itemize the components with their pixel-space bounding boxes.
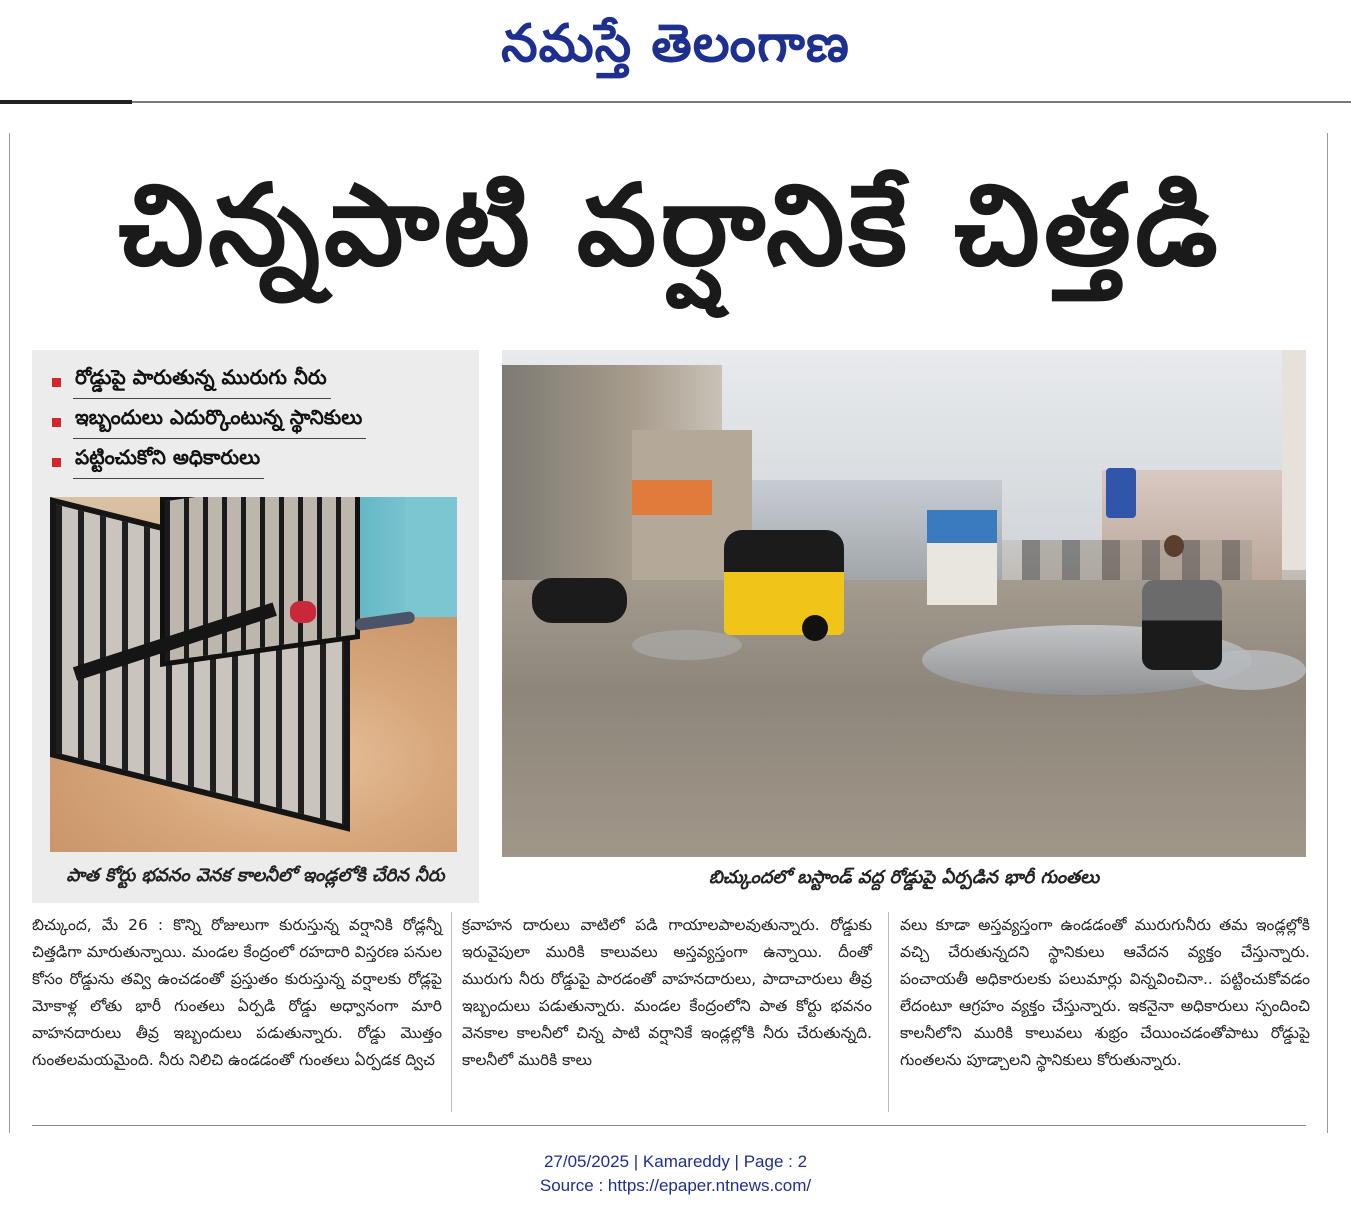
highlight-item: [52, 442, 472, 482]
photo-caption: బిచ్కుందలో బస్టాండ్ వద్ద రోడ్డుపై ఏర్పడిన భారీ గుంతలు: [708, 866, 1100, 888]
photo-motorcycle: [1142, 580, 1222, 670]
photo-rider: [1164, 535, 1184, 557]
bullet-square-icon: [52, 378, 61, 387]
page-border-right: [1327, 133, 1328, 1133]
article-column: బిచ్కుంద, మే 26 : కొన్ని రోజులుగా కురుస్తున్న వర్షానికి రోడ్లన్నీ చిత్తడిగా మారుతున్నాయి. మండల కేంద్రంలో రహదారి విస్తరణ పనుల కోసం రోడ్డును తవ్వి ఉంచడంతో ప్రస్తుతం కురుస్తున్న వర్షాలకు రోడ్లపై మోకాళ్ల లోతు భారీ గుంతలు ఏర్పడి రోడ్డు అధ్వానంగా మారి వాహనదారులు తీవ్ర ఇబ్బందులు పడుతున్నారు. రోడ్డు మొత్తం గుంతలమయమైంది. నీరు నిలిచి ఉండడంతో గుంతలు ఏర్పడక ద్విచ: [32, 916, 442, 1069]
footer-divider: [32, 1125, 1306, 1126]
photo-cow: [532, 578, 627, 623]
highlight-text: రోడ్డుపై పారుతున్న మురుగు నీరు: [73, 365, 331, 399]
masthead-divider-accent: [0, 100, 132, 104]
photo-billboard: [1106, 468, 1136, 518]
highlights-list: [52, 362, 472, 482]
photo-potholed-road: [502, 350, 1306, 857]
bullet-square-icon: [52, 418, 61, 427]
article-column: వలు కూడా అస్తవ్యస్తంగా ఉండడంతో మురుగునీరు తమ ఇండ్లల్లోకి వచ్చి చేరుతున్నదని స్థానికులు ఆవేదన వ్యక్తం చేస్తున్నారు. పంచాయతీ అధికారులకు పలుమార్లు విన్నవించినా.. పట్టించుకోవడం లేదంటూ ఆగ్రహం వ్యక్తం చేస్తున్నారు. ఇకనైనా అధికారులు స్పందించి కాలనీలోని మురికి కాలువలు శుభ్రం చేయించడంతోపాటు రోడ్డుపై గుంతలను పూడ్చాలని స్థానికులు కోరుతున్నారు.: [900, 916, 1310, 1069]
photo-object: [290, 601, 316, 623]
photo-building: [1282, 350, 1306, 570]
article-body: [32, 912, 1310, 1112]
photo-flooded-house-gate: [50, 497, 457, 852]
highlight-text: ఇబ్బందులు ఎదుర్కొంటున్న స్థానికులు: [73, 405, 366, 439]
photo-shop-sign: [632, 480, 712, 515]
photo-wheel: [802, 615, 828, 641]
photo-auto-rickshaw: [724, 530, 844, 635]
page-border-left: [9, 133, 10, 1133]
highlight-text: పట్టించుకోని అధికారులు: [73, 445, 264, 479]
highlight-item: [52, 362, 472, 402]
footer-source-link[interactable]: Source : https://epaper.ntnews.com/: [539, 1176, 812, 1195]
photo-caption: పాత కోర్టు భవనం వెనక కాలనీలో ఇండ్లలోకి చేరిన నీరు: [66, 864, 445, 886]
photo-puddle: [632, 630, 742, 660]
masthead-logo-title: నమస్తే తెలంగాణ: [501, 13, 850, 74]
photo-traffic: [1022, 540, 1252, 580]
column-divider: [451, 912, 452, 1112]
highlight-item: [52, 402, 472, 442]
article-column: క్రవాహన దారులు వాటిలో పడి గాయాలపాలవుతున్నారు. రోడ్డుకు ఇరువైపులా మురికి కాలువలు అస్తవ్యస్తంగా ఉన్నాయి. దీంతో మురుగు నీరు రోడ్డుపై పారడంతో వాహనదారులు, పాదాచారులు తీవ్ర ఇబ్బందులు పడుతున్నారు. మండల కేంద్రంలోని పాత కోర్టు భవనం వెనకాల కాలనీలో చిన్న పాటి వర్షానికే ఇండ్లల్లోకి నీరు చేరుతున్నది. కాలనీలో మురికి కాలు: [462, 916, 872, 1069]
page-footer: [0, 1150, 1351, 1198]
masthead: [0, 0, 1351, 100]
bullet-square-icon: [52, 458, 61, 467]
article-headline: చిన్నపాటి వర్షానికే చిత్తడి: [118, 161, 1222, 291]
footer-date-edition: 27/05/2025 | Kamareddy | Page : 2: [543, 1152, 808, 1171]
photo-truck: [927, 510, 997, 605]
column-divider: [888, 912, 889, 1112]
masthead-divider: [0, 101, 1351, 103]
